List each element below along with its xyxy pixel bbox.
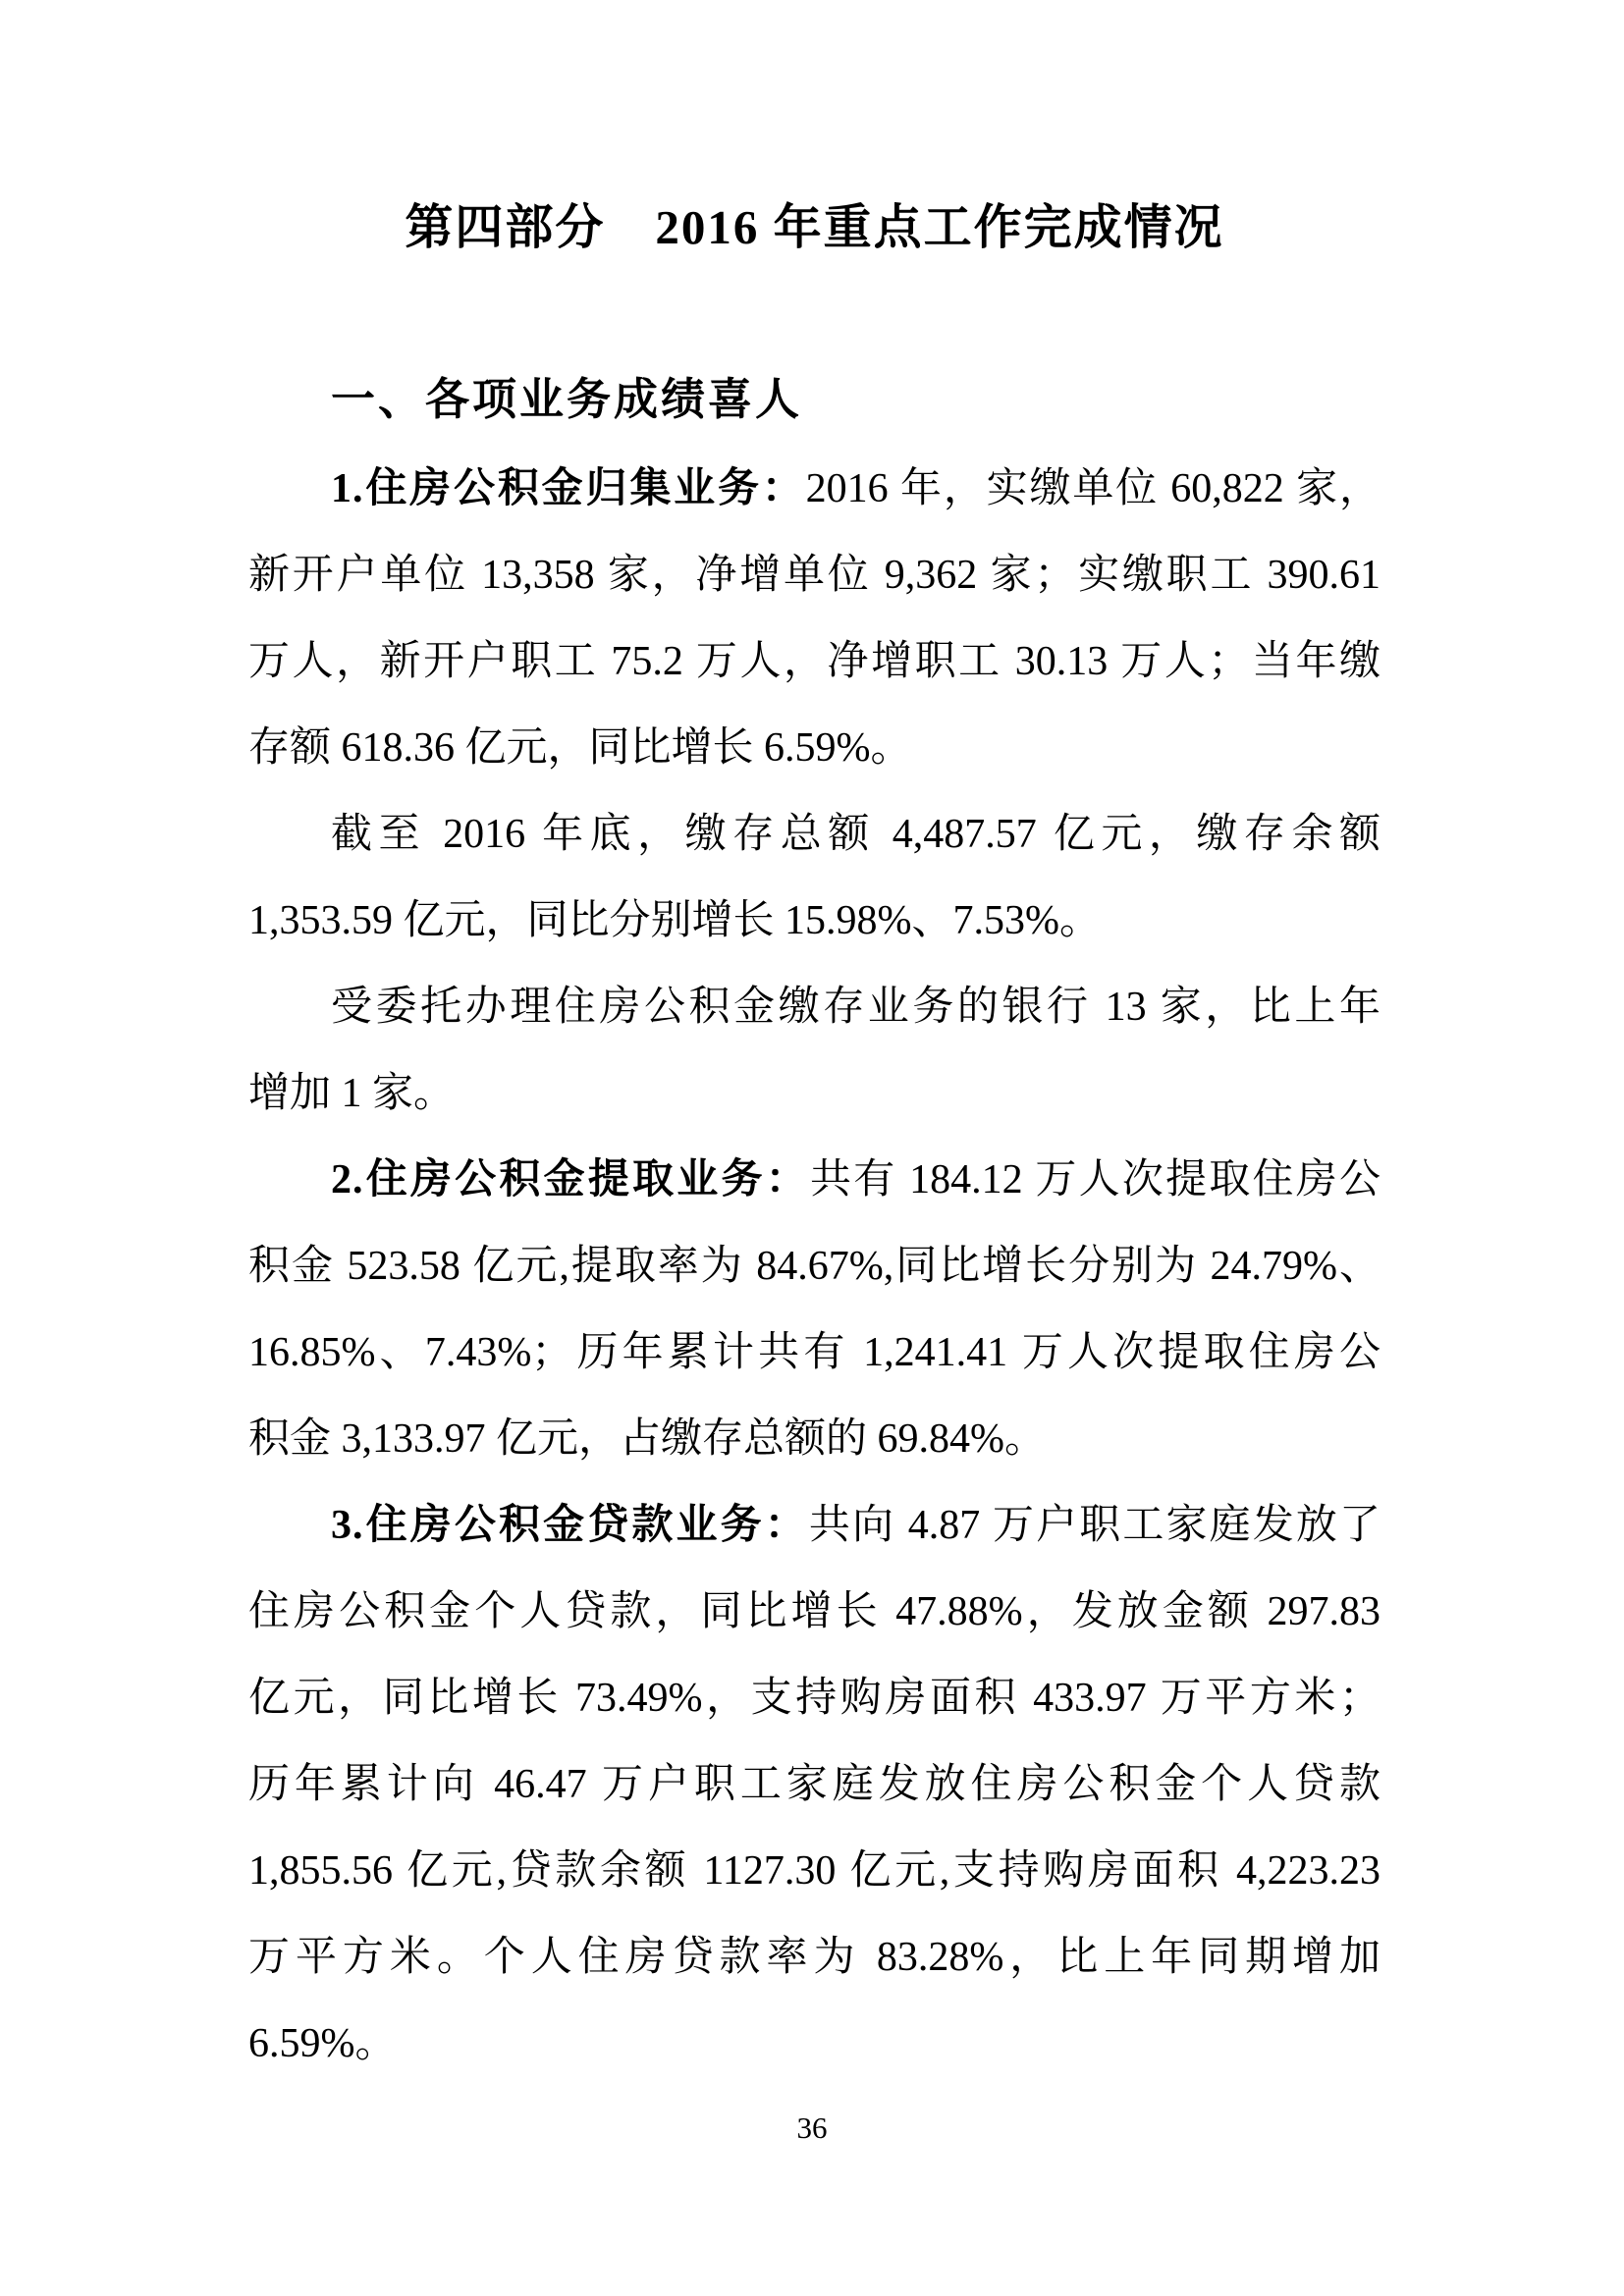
text-line — [248, 1137, 1380, 1223]
text-run: 历年累计向 46.47 万户职工家庭发放住房公积金个人贷款 — [248, 1762, 1380, 1807]
text-run: 积金 523.58 亿元,提取率为 84.67%,同比增长分别为 24.79%、 — [248, 1244, 1380, 1289]
text-line — [248, 1828, 1380, 1914]
text-run: 共向 4.87 万户职工家庭发放了 — [808, 1503, 1380, 1548]
text-line — [248, 705, 1380, 791]
text-line — [248, 1741, 1380, 1828]
text-line — [248, 1914, 1380, 2001]
paragraph — [248, 1482, 1380, 2087]
text-line — [248, 2001, 1380, 2087]
text-run: 亿元，同比增长 73.49%，支持购房面积 433.97 万平方米； — [248, 1676, 1380, 1721]
paragraph — [248, 964, 1380, 1137]
document-content — [248, 183, 1380, 2087]
text-line — [248, 1482, 1380, 1569]
paragraph-lead: 2.住房公积金提取业务： — [331, 1157, 810, 1202]
paragraph-lead: 1.住房公积金归集业务： — [331, 466, 806, 511]
text-line — [248, 878, 1380, 964]
text-line — [248, 1050, 1380, 1137]
paragraph-lead: 3.住房公积金贷款业务： — [331, 1503, 809, 1548]
text-line — [248, 791, 1380, 878]
text-run: 1,353.59 亿元，同比分别增长 15.98%、7.53%。 — [248, 898, 1101, 943]
text-line — [248, 1309, 1380, 1396]
text-line — [248, 1223, 1380, 1309]
text-run: 截至 2016 年底，缴存总额 4,487.57 亿元，缴存余额 — [331, 812, 1380, 857]
text-run: 万人，新开户职工 75.2 万人，净增职工 30.13 万人；当年缴 — [248, 639, 1380, 684]
text-line — [248, 1569, 1380, 1655]
document-title: 第四部分 2016 年重点工作完成情况 — [405, 200, 1224, 254]
text-line — [248, 964, 1380, 1050]
text-run: 受委托办理住房公积金缴存业务的银行 13 家，比上年 — [331, 985, 1380, 1030]
text-line — [248, 532, 1380, 618]
paragraph — [248, 1137, 1380, 1482]
text-run: 存额 618.36 亿元，同比增长 6.59%。 — [248, 725, 912, 771]
paragraph — [248, 446, 1380, 791]
document-body — [248, 446, 1380, 2087]
section-heading: 一、各项业务成绩喜人 — [331, 374, 803, 424]
text-line — [248, 618, 1380, 705]
text-run: 住房公积金个人贷款，同比增长 47.88%，发放金额 297.83 — [248, 1589, 1380, 1634]
text-run: 增加 1 家。 — [248, 1071, 456, 1116]
text-run: 16.85%、7.43%；历年累计共有 1,241.41 万人次提取住房公 — [248, 1330, 1380, 1375]
text-run: 2016 年，实缴单位 60,822 家， — [805, 466, 1380, 511]
text-line — [248, 1396, 1380, 1482]
text-run: 1,855.56 亿元,贷款余额 1127.30 亿元,支持购房面积 4,223.23 — [248, 1848, 1380, 1894]
text-line — [248, 446, 1380, 532]
text-run: 6.59%。 — [248, 2021, 397, 2066]
text-run: 积金 3,133.97 亿元，占缴存总额的 69.84%。 — [248, 1416, 1046, 1462]
page-number: 36 — [796, 2110, 828, 2145]
text-line — [248, 1655, 1380, 1741]
paragraph — [248, 791, 1380, 964]
text-run: 共有 184.12 万人次提取住房公 — [810, 1157, 1380, 1202]
text-run: 万平方米。个人住房贷款率为 83.28%，比上年同期增加 — [248, 1935, 1380, 1980]
text-run: 新开户单位 13,358 家，净增单位 9,362 家；实缴职工 390.61 — [248, 553, 1380, 598]
